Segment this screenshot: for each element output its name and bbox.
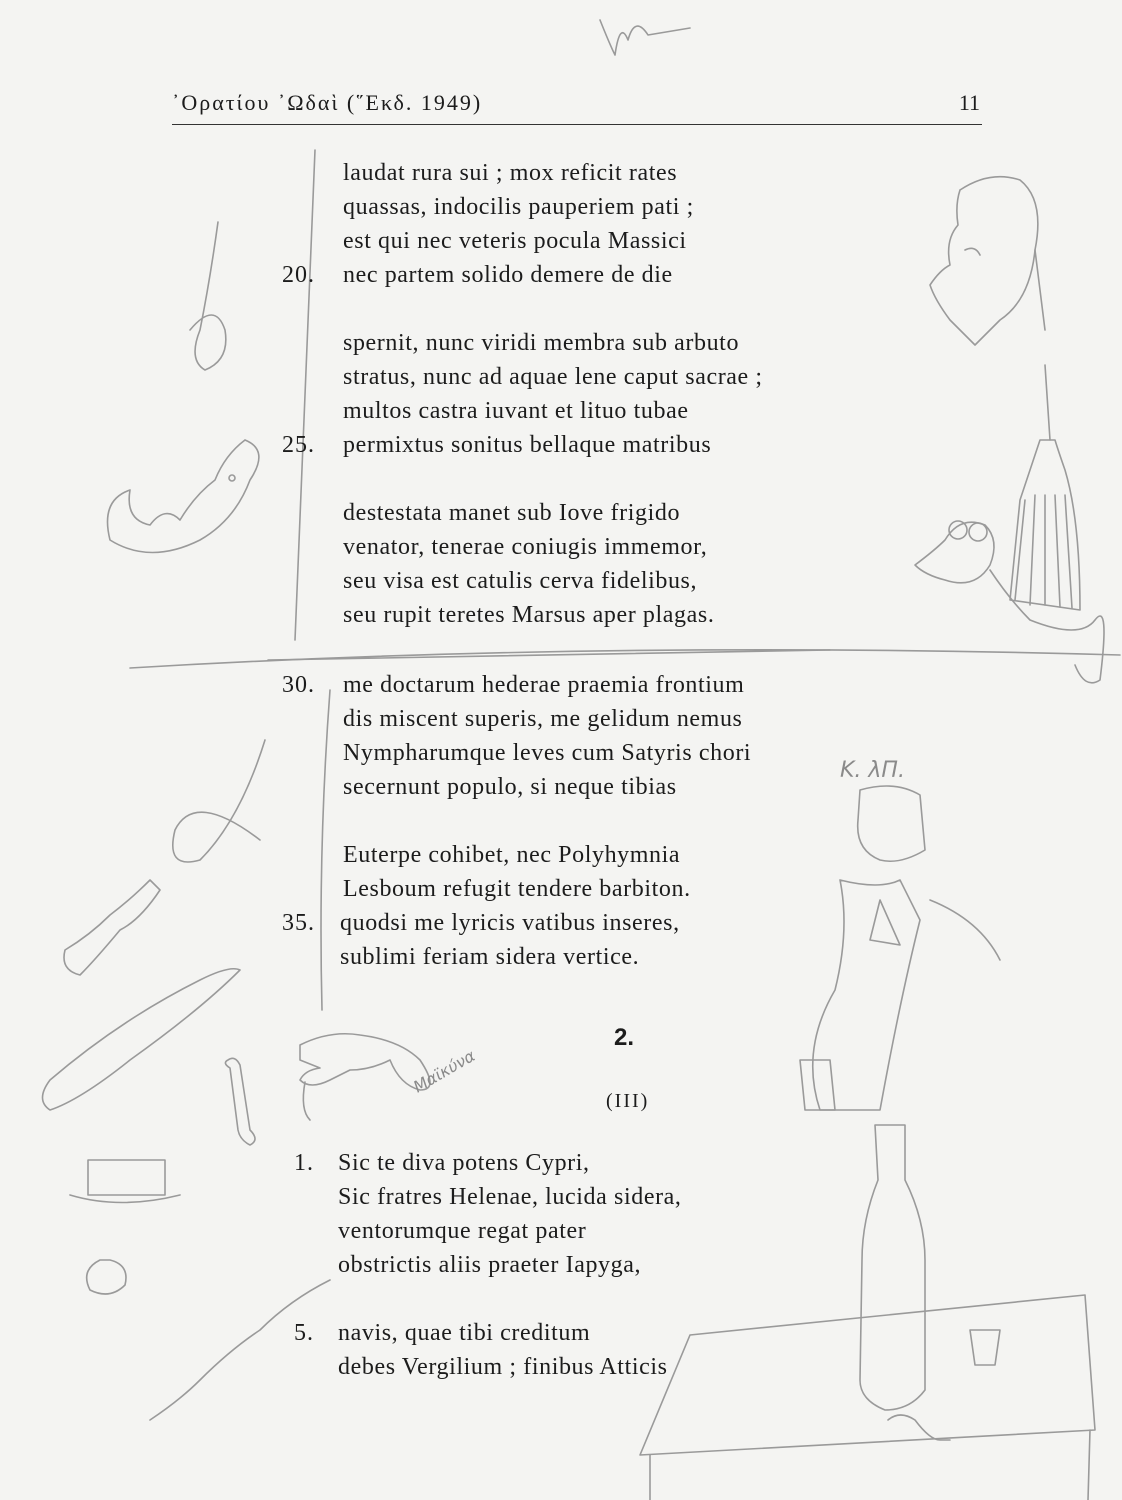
- line-number: 25.: [282, 432, 315, 458]
- verse-line: quodsi me lyricis vatibus inseres,: [340, 910, 680, 936]
- bottle-doodle: [860, 1125, 925, 1410]
- verse-line: sublimi feriam sidera vertice.: [340, 944, 640, 970]
- ode-line: navis, quae tibi creditum: [338, 1320, 591, 1346]
- line-number: 1.: [294, 1150, 314, 1176]
- verse-line: multos castra iuvant et lituo tubae: [343, 398, 689, 424]
- verse-line: venator, tenerae coniugis immemor,: [343, 534, 708, 560]
- dog-caption: Μαϊκύνα: [410, 1046, 479, 1097]
- verse-line: Nympharumque leves cum Satyris chori: [343, 740, 752, 766]
- mouse-doodle: [915, 522, 994, 583]
- verse-line: Euterpe cohibet, nec Polyhymnia: [343, 842, 681, 868]
- hand-doodle: [64, 880, 160, 975]
- running-title: ᾿Ορατίου ᾿Ωδαὶ (῞Εκδ. 1949): [172, 90, 483, 115]
- line-number: 5.: [294, 1320, 314, 1346]
- ode-roman-number: (III): [606, 1090, 650, 1112]
- verse-line: laudat rura sui ; mox reficit rates: [343, 160, 678, 186]
- line-number: 20.: [282, 262, 315, 288]
- verse-line: est qui nec veteris pocula Massici: [343, 228, 687, 254]
- man-bust-doodle: [858, 786, 925, 861]
- margin-line-lower: [321, 690, 330, 1010]
- letter-b-doodle: [190, 222, 226, 370]
- pipe-doodle: [888, 1415, 950, 1440]
- line-number: 35.: [282, 910, 315, 936]
- verse-line: me doctarum hederae praemia frontium: [343, 672, 745, 698]
- top-scribble: [600, 20, 690, 55]
- verse-line: seu visa est catulis cerva fidelibus,: [343, 568, 698, 594]
- horizontal-divider: [130, 650, 1120, 668]
- line-number: 30.: [282, 672, 315, 698]
- table-doodle: [640, 1295, 1095, 1455]
- ode-line: Sic fratres Helenae, lucida sidera,: [338, 1184, 682, 1210]
- vegetable-doodle: [43, 969, 241, 1110]
- broom-doodle: [1045, 365, 1050, 440]
- verse-line: spernit, nunc viridi membra sub arbuto: [343, 330, 740, 356]
- ode-line: debes Vergilium ; finibus Atticis: [338, 1354, 668, 1380]
- ode-line: Sic te diva potens Cypri,: [338, 1150, 590, 1176]
- verse-line: quassas, indocilis pauperiem pati ;: [343, 194, 694, 220]
- page-number: 11: [958, 90, 980, 115]
- face-profile-doodle: [930, 177, 1038, 345]
- verse-line: seu rupit teretes Marsus aper plagas.: [343, 602, 715, 628]
- margin-line-upper: [295, 150, 315, 640]
- ode-line: obstrictis aliis praeter Iapyga,: [338, 1252, 642, 1278]
- handwritten-initials: Κ. λΠ.: [840, 758, 905, 783]
- verse-line: permixtus sonitus bellaque matribus: [343, 432, 712, 458]
- verse-line: secernunt populo, si neque tibias: [343, 774, 677, 800]
- bone-doodle: [225, 1058, 255, 1145]
- glass-doodle: [970, 1330, 1000, 1365]
- verse-line: dis miscent superis, me gelidum nemus: [343, 706, 743, 732]
- cake-doodle: [88, 1160, 165, 1195]
- ode-number: 2.: [614, 1024, 635, 1051]
- page-header: [172, 90, 982, 125]
- verse-line: stratus, nunc ad aquae lene caput sacrae ;: [343, 364, 763, 390]
- scribble-x: [173, 740, 265, 862]
- apple-doodle: [87, 1260, 126, 1294]
- snake-doodle: [150, 1280, 330, 1420]
- verse-line: destestata manet sub Iove frigido: [343, 500, 681, 526]
- ode-line: ventorumque regat pater: [338, 1218, 587, 1244]
- verse-line: nec partem solido demere de die: [343, 262, 673, 288]
- boot-doodle: [108, 440, 259, 553]
- verse-line: Lesboum refugit tendere barbiton.: [343, 876, 691, 902]
